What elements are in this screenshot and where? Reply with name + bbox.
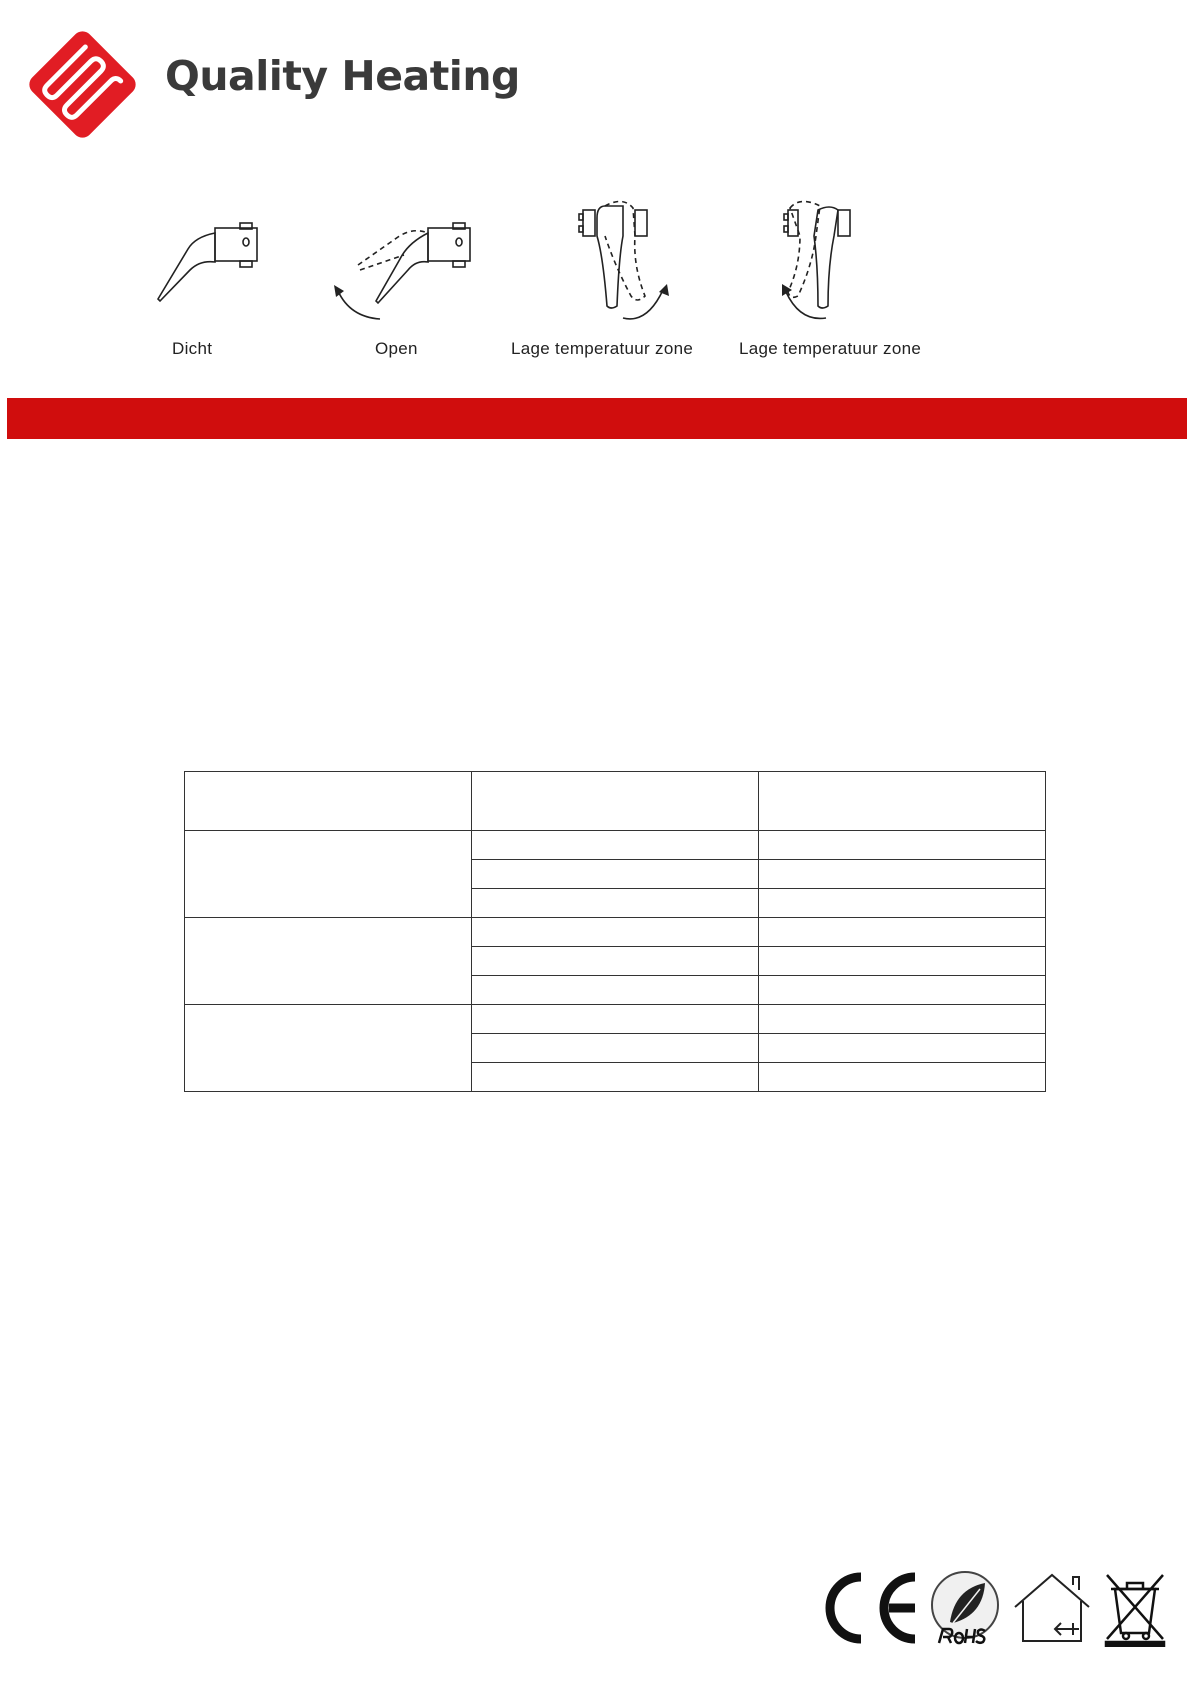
table-cell bbox=[472, 918, 759, 947]
table-cell bbox=[759, 1005, 1046, 1034]
table-cell bbox=[472, 1063, 759, 1092]
table-cell bbox=[472, 1005, 759, 1034]
tweezers-rotate-right-icon bbox=[575, 196, 685, 326]
caption-closed: Dicht bbox=[172, 339, 213, 358]
figure-low-temp-right bbox=[575, 196, 685, 326]
table-cell bbox=[472, 772, 759, 831]
quality-heating-logo-icon bbox=[20, 22, 145, 147]
ce-mark-icon bbox=[830, 1577, 915, 1639]
table-cell bbox=[472, 1034, 759, 1063]
figure-low-temp-left bbox=[770, 196, 880, 326]
table-cell bbox=[759, 1034, 1046, 1063]
table-cell bbox=[759, 918, 1046, 947]
table-cell bbox=[472, 947, 759, 976]
specification-table bbox=[184, 771, 1046, 1092]
caption-open: Open bbox=[375, 339, 418, 358]
table-row bbox=[185, 1005, 1046, 1034]
table-cell bbox=[759, 947, 1046, 976]
certification-marks bbox=[815, 1567, 1175, 1647]
table-row bbox=[185, 831, 1046, 860]
tweezers-rotate-left-icon bbox=[770, 196, 880, 326]
table-row bbox=[185, 918, 1046, 947]
table-group-cell bbox=[185, 831, 472, 918]
accent-bar bbox=[7, 398, 1187, 439]
table-cell bbox=[759, 889, 1046, 918]
table-cell bbox=[759, 1063, 1046, 1092]
figure-closed bbox=[150, 215, 270, 305]
brand-name: Quality Heating bbox=[165, 52, 520, 100]
figure-open bbox=[328, 215, 488, 325]
table-cell bbox=[472, 860, 759, 889]
table-cell bbox=[472, 889, 759, 918]
table-cell bbox=[759, 772, 1046, 831]
table-cell bbox=[759, 976, 1046, 1005]
weee-bin-icon bbox=[1106, 1575, 1164, 1647]
tweezers-closed-icon bbox=[150, 215, 270, 305]
rohs-icon bbox=[932, 1572, 998, 1643]
caption-low-temp-right: Lage temperatuur zone bbox=[511, 339, 694, 358]
table-group-cell bbox=[185, 1005, 472, 1092]
table-group-cell bbox=[185, 918, 472, 1005]
indoor-use-icon bbox=[1015, 1575, 1089, 1641]
table-cell bbox=[472, 831, 759, 860]
caption-low-temp-left: Lage temperatuur zone bbox=[739, 339, 922, 358]
table-cell bbox=[185, 772, 472, 831]
table-cell bbox=[472, 976, 759, 1005]
tweezers-open-icon bbox=[328, 215, 488, 325]
table-cell bbox=[759, 860, 1046, 889]
table-header-row bbox=[185, 772, 1046, 831]
table-cell bbox=[759, 831, 1046, 860]
